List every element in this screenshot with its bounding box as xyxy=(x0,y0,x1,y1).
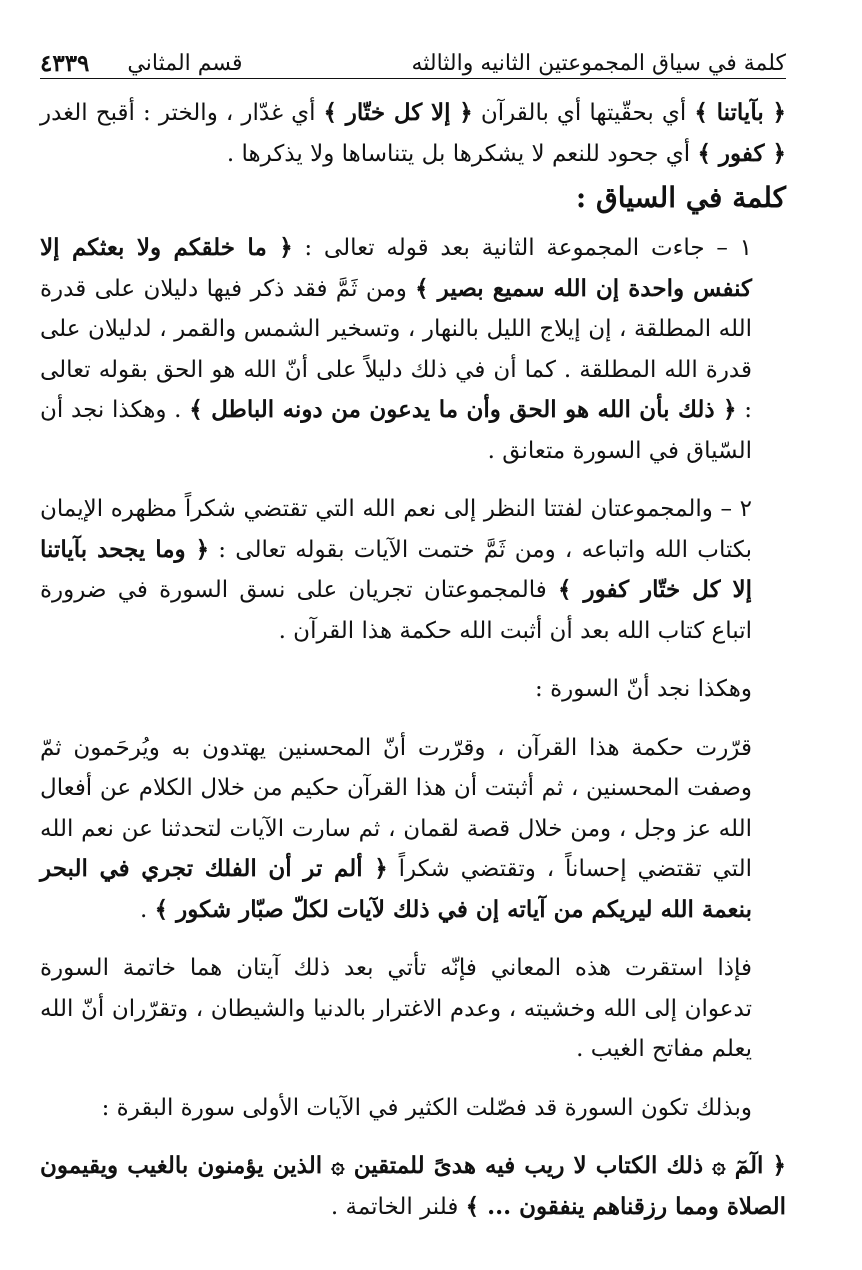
quran-verse: ﴿ إلا كل ختّار ﴾ xyxy=(323,99,473,126)
text-span: ومن ثَمَّ فقد ذكر فيها دليلان على قدرة الله المطلقة ، إن إيلاج الليل بالنهار ، وتسخير الشمس والقمر ، لدليلان على قدرة الله المطلقة . كما أن في ذلك دليلاً على أنّ الله هو الحق بقوله تعالى : xyxy=(40,275,753,423)
text-span: أي بحقّيتها أي بالقرآن xyxy=(472,100,695,126)
section-label: قسم المثاني xyxy=(127,51,243,76)
paragraph-baqarah-verses xyxy=(40,1146,786,1227)
paragraph-conclusion: فإذا استقرت هذه المعاني فإنّه تأتي بعد ذلك آيتان هما خاتمة السورة تدعوان إلى الله وخشيته ، وعدم الاغترار بالدنيا والشيطان ، وتقرّران أنّ الله يعلم مفاتح الغيب . xyxy=(40,955,752,1062)
text-span: فلنر الخاتمة . xyxy=(330,1193,466,1220)
page-body xyxy=(40,93,786,1227)
paragraph-baqarah-link: وبذلك تكون السورة قد فصّلت الكثير في الآيات الأولى سورة البقرة : xyxy=(101,1094,752,1121)
page-number: ٤٣٣٩ xyxy=(40,50,90,77)
quran-verse: ﴿ كفور ﴾ xyxy=(697,139,786,167)
quran-verse: ﴿ بآياتنا ﴾ xyxy=(694,99,786,126)
header-left-group xyxy=(40,50,243,78)
quran-verse: ﴿ وما يجحد بآياتنا إلا كل ختّار كفور ﴾ xyxy=(40,535,752,603)
text-span: أي غدّار ، والختر : أقبح الغدر xyxy=(40,100,324,126)
paragraph-point-1 xyxy=(40,228,786,471)
section-heading: كلمة في السياق : xyxy=(575,181,786,214)
text-span: قرّرت حكمة هذا القرآن ، وقرّرت أنّ المحسنين يهتدون به ويُرحَمون ثمّ وصفت المحسنين ، ثم أثبتت أن هذا القرآن حكيم من خلال الكلام عن أفعال الله عز وجل ، ومن خلال قصة لقمان ، ثم سارت الآيات لتحدثنا عن نعم الله التي تقتضي إحساناً ، وتقتضي شكراً xyxy=(40,734,753,882)
paragraph-point-2 xyxy=(40,489,786,651)
paragraph-intro: وهكذا نجد أنّ السورة : xyxy=(535,676,752,702)
quran-verse: ﴿ ألم تر أن الفلك تجري في البحر بنعمة الله ليريكم من آياته إن في ذلك لآيات لكلّ صبّار شكور ﴾ xyxy=(40,855,752,923)
paragraph-tafsir xyxy=(40,93,786,174)
text-span: ٢ – والمجموعتان لفتتا النظر إلى نعم الله التي تقتضي شكراً مظهره الإيمان بكتاب الله واتباعه ، ومن ثَمَّ ختمت الآيات بقوله تعالى : xyxy=(40,496,752,563)
text-span: ١ – جاءت المجموعة الثانية بعد قوله تعالى : xyxy=(292,235,752,261)
quran-verse: ﴿ ما خلقكم ولا بعثكم إلا كنفس واحدة إن الله سميع بصير ﴾ xyxy=(40,234,752,302)
quran-verse: ﴿ الٓمٓ ۞ ذلك الكتاب لا ريب فيه هدىً للمتقين ۞ الذين يؤمنون بالغيب ويقيمون الصلاة ومما رزقناهم ينفقون ... ﴾ xyxy=(40,1152,786,1220)
text-span: . وهكذا نجد أن السّياق في السورة متعانق . xyxy=(40,397,752,464)
text-span: أي جحود للنعم لا يشكرها بل يتناساها ولا يذكرها . xyxy=(226,140,698,167)
running-header xyxy=(40,38,786,79)
text-span: فالمجموعتان تجريان على نسق السورة في ضرورة اتباع كتاب الله بعد أن أثبت الله حكمة هذا القرآن . xyxy=(40,577,752,644)
quran-verse: ﴿ ذلك بأن الله هو الحق وأن ما يدعون من دونه الباطل ﴾ xyxy=(189,396,737,423)
text-span: . xyxy=(140,896,155,923)
chapter-title: كلمة في سياق المجموعتين الثانيه والثالثه xyxy=(411,51,786,76)
paragraph-summary xyxy=(40,728,786,931)
